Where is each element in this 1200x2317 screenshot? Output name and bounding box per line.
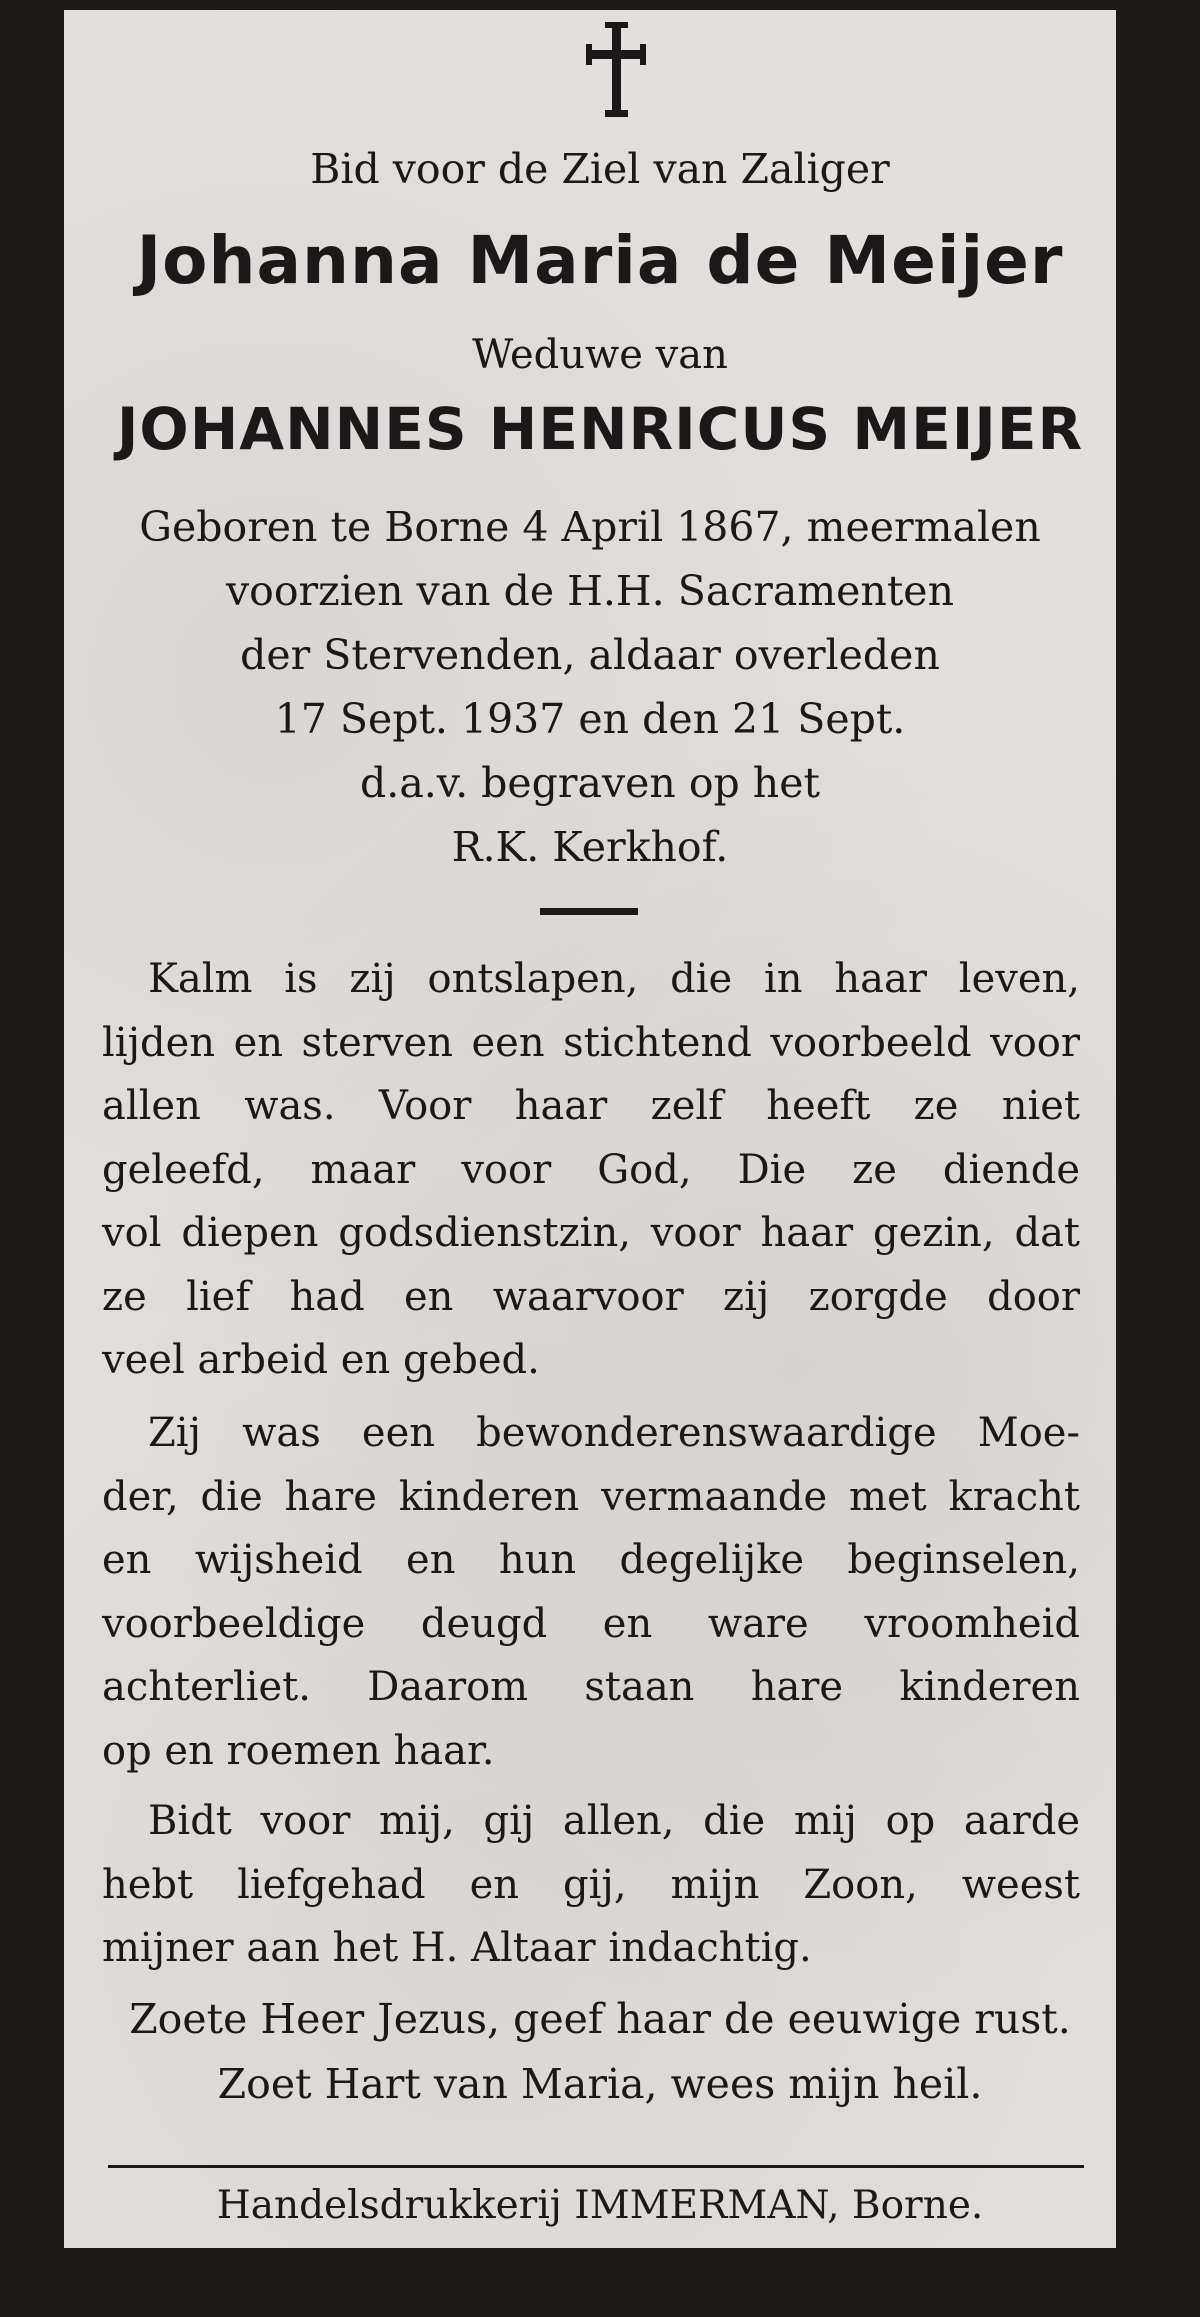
text-line: ze lief had en waarvoor zij zorgde door [102, 1273, 1080, 1320]
deceased-name: Johanna Maria de Meijer [136, 222, 1064, 299]
prayer-line-2: Zoet Hart van Maria, wees mijn heil. [217, 2060, 983, 2108]
bio-line: 17 Sept. 1937 en den 21 Sept. [274, 695, 906, 743]
text-line: Bidt voor mij, gij allen, die mij op aarde [148, 1798, 1080, 1844]
bio-line: voorzien van de H.H. Sacramenten [226, 567, 954, 615]
text-line: der, die hare kinderen vermaande met kracht [102, 1473, 1080, 1520]
paragraph-3 [102, 1790, 1080, 1981]
prayer-line-1: Zoete Heer Jezus, geef haar de eeuwige rust. [129, 1995, 1071, 2043]
text-line: geleefd, maar voor God, Die ze diende [102, 1146, 1080, 1193]
bio-line: der Stervenden, aldaar overleden [240, 631, 940, 679]
bio-line: Geboren te Borne 4 April 1867, meermalen [139, 503, 1041, 551]
divider [540, 908, 638, 915]
text-line: lijden en sterven een stichtend voorbeeld voor [102, 1019, 1080, 1066]
printer-credit: Handelsdrukkerij IMMERMAN, Borne. [216, 2183, 984, 2228]
cross-icon-shape [586, 22, 646, 118]
biography [100, 495, 1080, 879]
footer-divider [108, 2165, 1084, 2168]
widow-of-label: Weduwe van [472, 332, 728, 378]
husband-name: JOHANNES HENRICUS MEIJER [116, 395, 1084, 463]
text-line: allen was. Voor haar zelf heeft ze niet [102, 1083, 1080, 1129]
paragraph-1 [102, 948, 1080, 1393]
text-line: vol diepen godsdienstzin, voor haar gezin, dat [102, 1210, 1080, 1256]
pre-title: Bid voor de Ziel van Zaliger [310, 145, 890, 193]
bio-line: R.K. Kerkhof. [451, 823, 729, 871]
text-line: en wijsheid en hun degelijke beginselen, [102, 1537, 1080, 1583]
text-line: voorbeeldige deugd en ware vroomheid [102, 1600, 1080, 1647]
text-line: op en roemen haar. [102, 1727, 495, 1774]
bio-line: d.a.v. begraven op het [360, 759, 820, 807]
text-line: hebt liefgehad en gij, mijn Zoon, weest [102, 1861, 1080, 1908]
paragraph-2 [102, 1402, 1080, 1783]
text-line: Zij was een bewonderenswaardige Moe- [148, 1410, 1080, 1456]
text-line: achterliet. Daarom staan hare kinderen [102, 1664, 1080, 1710]
text-line: veel arbeid en gebed. [102, 1337, 540, 1383]
text-line: Kalm is zij ontslapen, die in haar leven, [148, 956, 1080, 1002]
cross-icon [586, 22, 646, 118]
text-line: mijner aan het H. Altaar indachtig. [102, 1925, 812, 1971]
